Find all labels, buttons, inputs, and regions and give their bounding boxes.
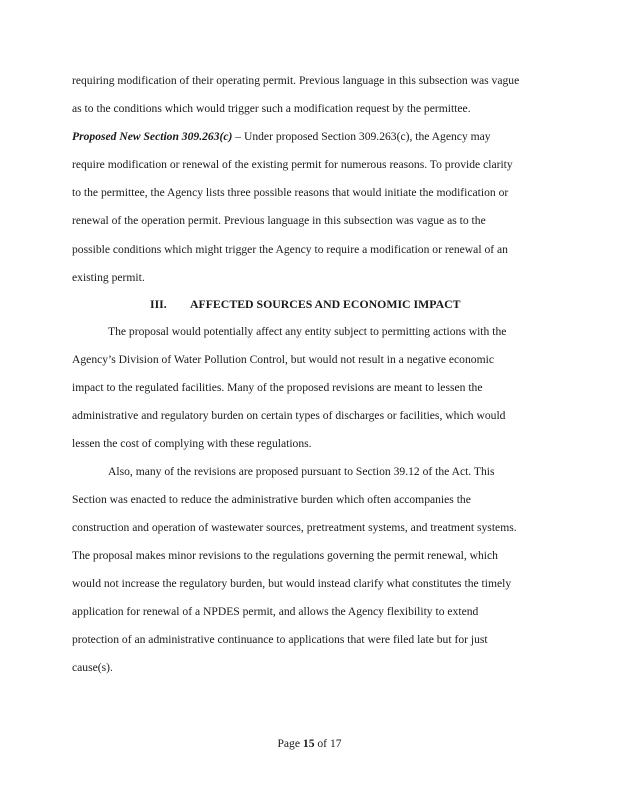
section-heading	[150, 297, 460, 312]
paragraph-2-line-2: require modification or renewal of the existing permit for numerous reasons. To provide clarity	[72, 158, 513, 171]
paragraph-4-line-4: The proposal makes minor revisions to the regulations governing the permit renewal, which	[72, 549, 498, 562]
section-reference: Proposed New Section 309.263(c)	[72, 130, 233, 143]
page-separator: of	[314, 737, 330, 750]
paragraph-3-line-1: The proposal would potentially affect any entity subject to permitting actions with the	[108, 325, 507, 338]
paragraph-2-line-3: to the permittee, the Agency lists three possible reasons that would initiate the modification or	[72, 186, 509, 199]
paragraph-2-line-1-rest: – Under proposed Section 309.263(c), the Agency may	[232, 130, 491, 143]
paragraph-2-line-5: possible conditions which might trigger the Agency to require a modification or renewal of an	[72, 243, 508, 256]
paragraph-4-line-6: application for renewal of a NPDES permit, and allows the Agency flexibility to extend	[72, 605, 479, 618]
paragraph-3-line-3: impact to the regulated facilities. Many of the proposed revisions are meant to lessen the	[72, 381, 483, 394]
paragraph-1-line-2: as to the conditions which would trigger such a modification request by the permittee.	[72, 102, 471, 115]
paragraph-2-line-1	[72, 130, 491, 144]
paragraph-4-line-8: cause(s).	[72, 661, 113, 674]
paragraph-4-line-3: construction and operation of wastewater sources, pretreatment systems, and treatment systems.	[72, 521, 517, 534]
current-page-number: 15	[302, 737, 315, 750]
section-number: III.	[150, 297, 167, 311]
paragraph-4-line-1: Also, many of the revisions are proposed pursuant to Section 39.12 of the Act. This	[108, 465, 495, 478]
paragraph-2-line-6: existing permit.	[72, 271, 145, 284]
paragraph-4-line-5: would not increase the regulatory burden, but would instead clarify what constitutes the timely	[72, 577, 512, 590]
total-pages: 17	[329, 737, 342, 750]
paragraph-4-line-2: Section was enacted to reduce the administrative burden which often accompanies the	[72, 493, 471, 506]
page-prefix: Page	[277, 737, 303, 750]
section-title: AFFECTED SOURCES AND ECONOMIC IMPACT	[190, 297, 461, 311]
paragraph-3-line-4: administrative and regulatory burden on certain types of discharges or facilities, which would	[72, 409, 506, 422]
paragraph-3-line-5: lessen the cost of complying with these regulations.	[72, 437, 312, 450]
paragraph-3-line-2: Agency’s Division of Water Pollution Control, but would not result in a negative economic	[72, 353, 494, 366]
paragraph-2-line-4: renewal of the operation permit. Previous language in this subsection was vague as to the	[72, 214, 486, 227]
paragraph-1-line-1: requiring modification of their operating permit. Previous language in this subsection was vague	[72, 74, 520, 87]
page-footer	[0, 737, 619, 750]
paragraph-4-line-7: protection of an administrative continuance to applications that were filed late but for just	[72, 633, 488, 646]
